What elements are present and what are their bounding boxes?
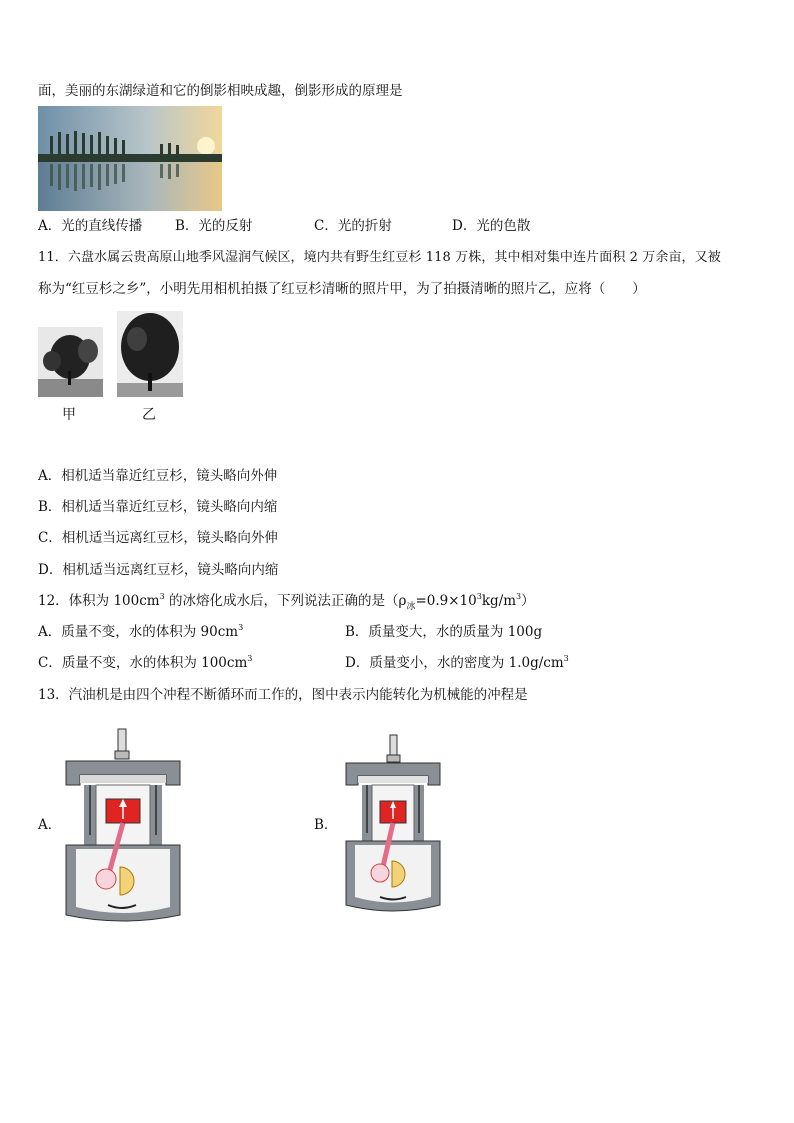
engine-diagram-a xyxy=(62,727,184,925)
caption-yi: 乙 xyxy=(142,407,156,423)
q10-option-a: A．光的直线传播 xyxy=(38,218,143,234)
q11-option-a: A．相机适当靠近红豆杉，镜头略向外伸 xyxy=(38,468,278,484)
q11-stem-line1: 11．六盘水属云贵高原山地季风湿润气候区，境内共有野生红豆杉 118 万株，其中相对集中连片面积 2 万余亩，又被 xyxy=(38,250,721,265)
tree-photo-b xyxy=(117,311,183,397)
q10-option-c: C．光的折射 xyxy=(314,218,392,234)
q11-option-c: C．相机适当远离红豆杉，镜头略向外伸 xyxy=(38,530,278,546)
q12-option-b: B．质量变大，水的质量为 100g xyxy=(345,624,543,640)
q12-stem: 12．体积为 $100cm^3$ 的冰熔化成水后，下列说法正确的是$(\rho_冰=0.9\times 10^3kg/m^3)$ xyxy=(38,592,535,612)
tree-photo-a xyxy=(38,327,103,397)
lake-reflection-image xyxy=(38,106,222,211)
q11-option-d: D．相机适当远离红豆杉，镜头略向内缩 xyxy=(38,562,279,578)
q12-option-a: A．质量不变，水的体积为 $90cm^3$ xyxy=(38,623,244,640)
q13-label-b: B． xyxy=(314,817,338,833)
q10-option-b: B．光的反射 xyxy=(175,218,253,234)
q13-label-a: A． xyxy=(38,817,62,833)
q10-stem: 面，美丽的东湖绿道和它的倒影相映成趣，倒影形成的原理是 xyxy=(38,83,403,99)
q12-option-d: D．质量变小，水的密度为 $1.0g/cm^3$ xyxy=(345,654,569,671)
q13-stem: 13．汽油机是由四个冲程不断循环而工作的，图中表示内能转化为机械能的冲程是 xyxy=(38,687,528,703)
q11-stem-line2: 称为“红豆杉之乡”，小明先用相机拍摄了红豆杉清晰的照片甲，为了拍摄清晰的照片乙，应将（ ） xyxy=(38,281,646,297)
q10-option-d: D．光的色散 xyxy=(452,218,531,234)
engine-diagram-b xyxy=(342,733,444,916)
q11-option-b: B．相机适当靠近红豆杉，镜头略向内缩 xyxy=(38,499,278,515)
q12-option-c: C．质量不变，水的体积为 $100cm^3$ xyxy=(38,654,253,671)
caption-jia: 甲 xyxy=(62,407,76,423)
